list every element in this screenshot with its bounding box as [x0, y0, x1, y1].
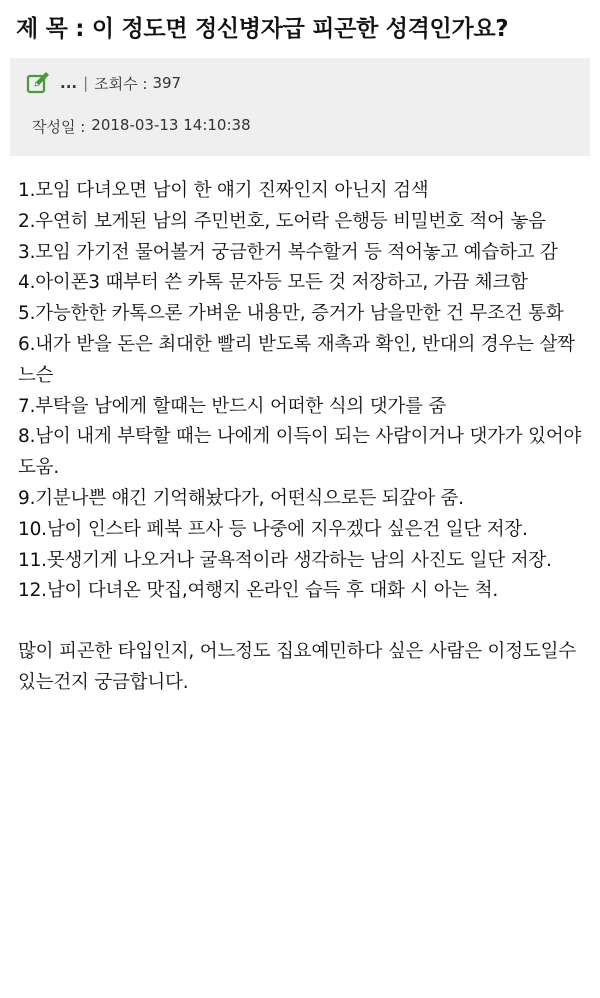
post-content — [18, 176, 584, 699]
list-item: 3.모임 가기전 물어볼거 궁금한거 복수할거 등 적어놓고 예습하고 감 — [18, 241, 558, 263]
meta-author-row — [26, 70, 181, 96]
list-item: 2.우연히 보게된 남의 주민번호, 도어락 은행등 비밀번호 적어 놓음 — [18, 210, 546, 232]
meta-date-row — [32, 116, 251, 137]
list-item: 8.남이 내게 부탁할 때는 나에게 이득이 되는 사람이거나 댓가가 있어야 도움. — [18, 426, 582, 479]
post-title: 제 목 : 이 정도면 정신병자급 피곤한 성격인가요? — [16, 16, 509, 42]
list-item: 5.가능한한 카톡으론 가벼운 내용만, 증거가 남을만한 건 무조건 통화 — [18, 303, 564, 325]
list-item: 10.남이 인스타 페북 프사 등 나중에 지우겠다 싶은건 일단 저장. — [18, 518, 528, 540]
post-meta-box — [10, 58, 590, 156]
list-item: 11.못생기게 나오거나 굴욕적이라 생각하는 남의 사진도 일단 저장. — [18, 549, 552, 571]
date-label: 작성일 : — [32, 118, 86, 136]
list-item: 6.내가 받을 돈은 최대한 빨리 받도록 재촉과 확인, 반대의 경우는 살짝 느슨 — [18, 333, 575, 386]
views-count: 397 — [152, 74, 182, 92]
list-item: 9.기분나쁜 얘긴 기억해놨다가, 어떤식으로든 되갚아 줌. — [18, 487, 464, 509]
edit-icon — [26, 71, 52, 95]
list-item: 7.부탁을 남에게 할때는 반드시 어떠한 식의 댓가를 줌 — [18, 395, 447, 417]
meta-separator: | — [83, 74, 89, 92]
list-item: 1.모임 다녀오면 남이 한 얘기 진짜인지 아닌지 검색 — [18, 180, 429, 201]
views-label: 조회수 : — [94, 74, 148, 93]
list-item: 12.남이 다녀온 맛집,여행지 온라인 습득 후 대화 시 아는 척. — [18, 580, 499, 602]
author-name[interactable]: ... — [60, 74, 78, 92]
list-item: 4.아이폰3 때부터 쓴 카톡 문자등 모든 것 저장하고, 가끔 체크함 — [18, 272, 528, 294]
date-value: 2018-03-13 14:10:38 — [91, 116, 251, 134]
closing-paragraph: 많이 피곤한 타입인지, 어느정도 집요예민하다 싶은 사람은 이정도일수 있는건지 궁금합니다. — [18, 641, 576, 693]
